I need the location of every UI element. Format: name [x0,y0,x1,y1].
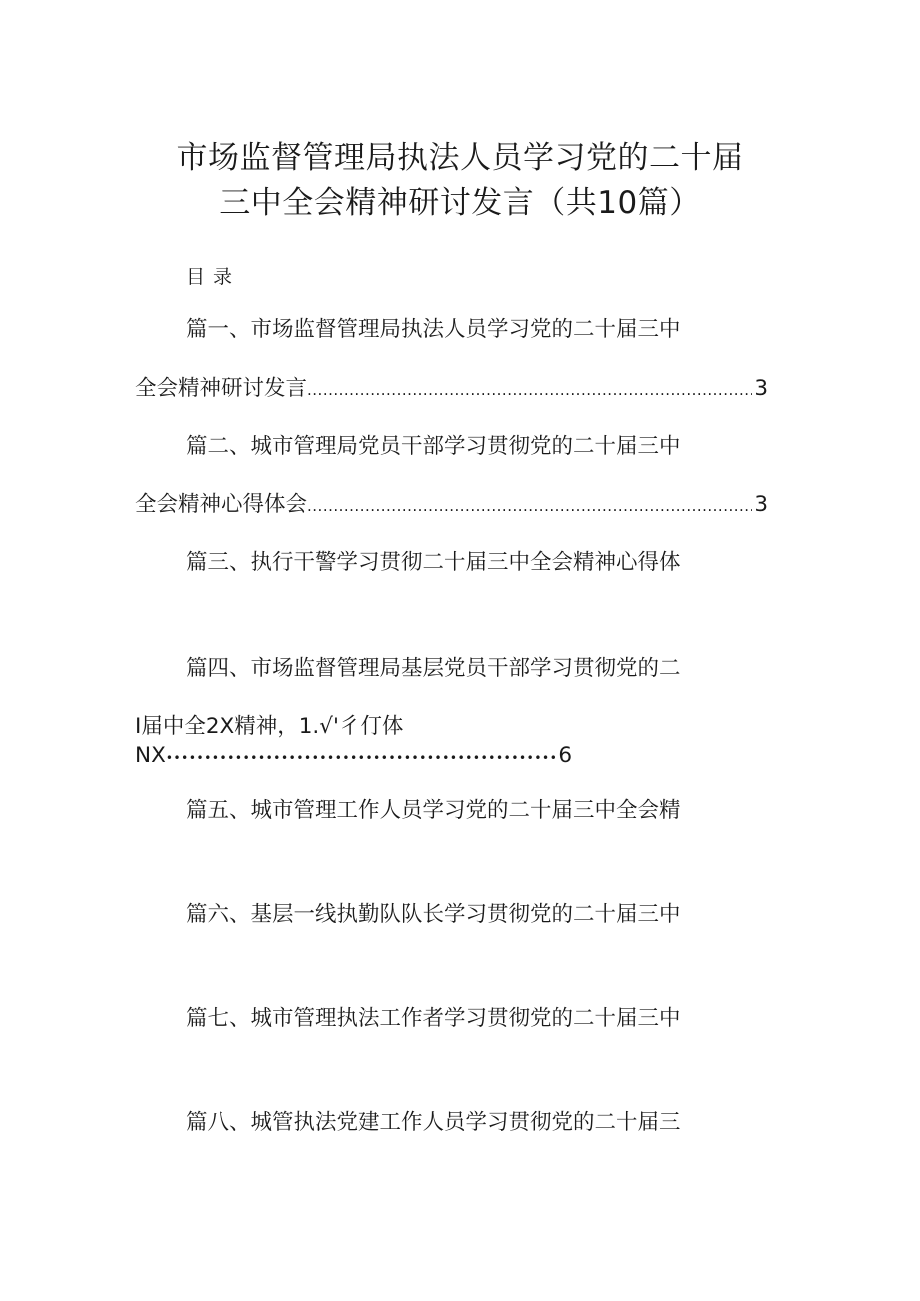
toc-entry-7-line-1: 篇七、城市管理执法工作者学习贯彻党的二十届三中 [186,1006,681,1031]
toc-entry-2-dot-leader [307,490,752,520]
toc-entry-1-leader-line [135,374,768,404]
toc-entry-2-page-number: 3 [754,492,768,517]
toc-entry-1-page-number: 3 [754,376,768,401]
toc-entry-4-dot-leader [166,741,557,771]
toc-heading: 目录 [186,266,241,288]
toc-entry-2-line-2: 全会精神心得体会 [135,492,308,517]
document-title-line-1: 市场监督管理局执法人员学习党的二十届 [176,140,744,176]
toc-entry-1-line-1: 篇一、市场监督管理局执法人员学习党的二十届三中 [186,317,681,342]
toc-entry-3-line-1: 篇三、执行干警学习贯彻二十届三中全会精神心得体 [186,550,681,575]
toc-entry-8-line-1: 篇八、城管执法党建工作人员学习贯彻党的二十届三 [186,1110,681,1135]
toc-entry-4-page-number: 6 [558,743,572,768]
toc-entry-1-line-2: 全会精神研讨发言 [135,376,308,401]
toc-entry-2-leader-line [135,490,768,520]
toc-entry-6-line-1: 篇六、基层一线执勤队队长学习贯彻党的二十届三中 [186,902,681,927]
toc-entry-4-line-2: I届中全2X精神，1.√'彳仃体 [135,714,404,739]
document-title-line-2: 三中全会精神研讨发言（共10篇） [219,185,701,221]
toc-entry-4-line-1: 篇四、市场监督管理局基层党员干部学习贯彻党的二 [186,656,681,681]
toc-entry-4-line-3: NX [135,743,166,768]
toc-entry-2-line-1: 篇二、城市管理局党员干部学习贯彻党的二十届三中 [186,434,681,459]
toc-entry-4-leader-line [135,741,572,771]
toc-entry-5-line-1: 篇五、城市管理工作人员学习党的二十届三中全会精 [186,798,681,823]
toc-entry-1-dot-leader [307,374,752,404]
